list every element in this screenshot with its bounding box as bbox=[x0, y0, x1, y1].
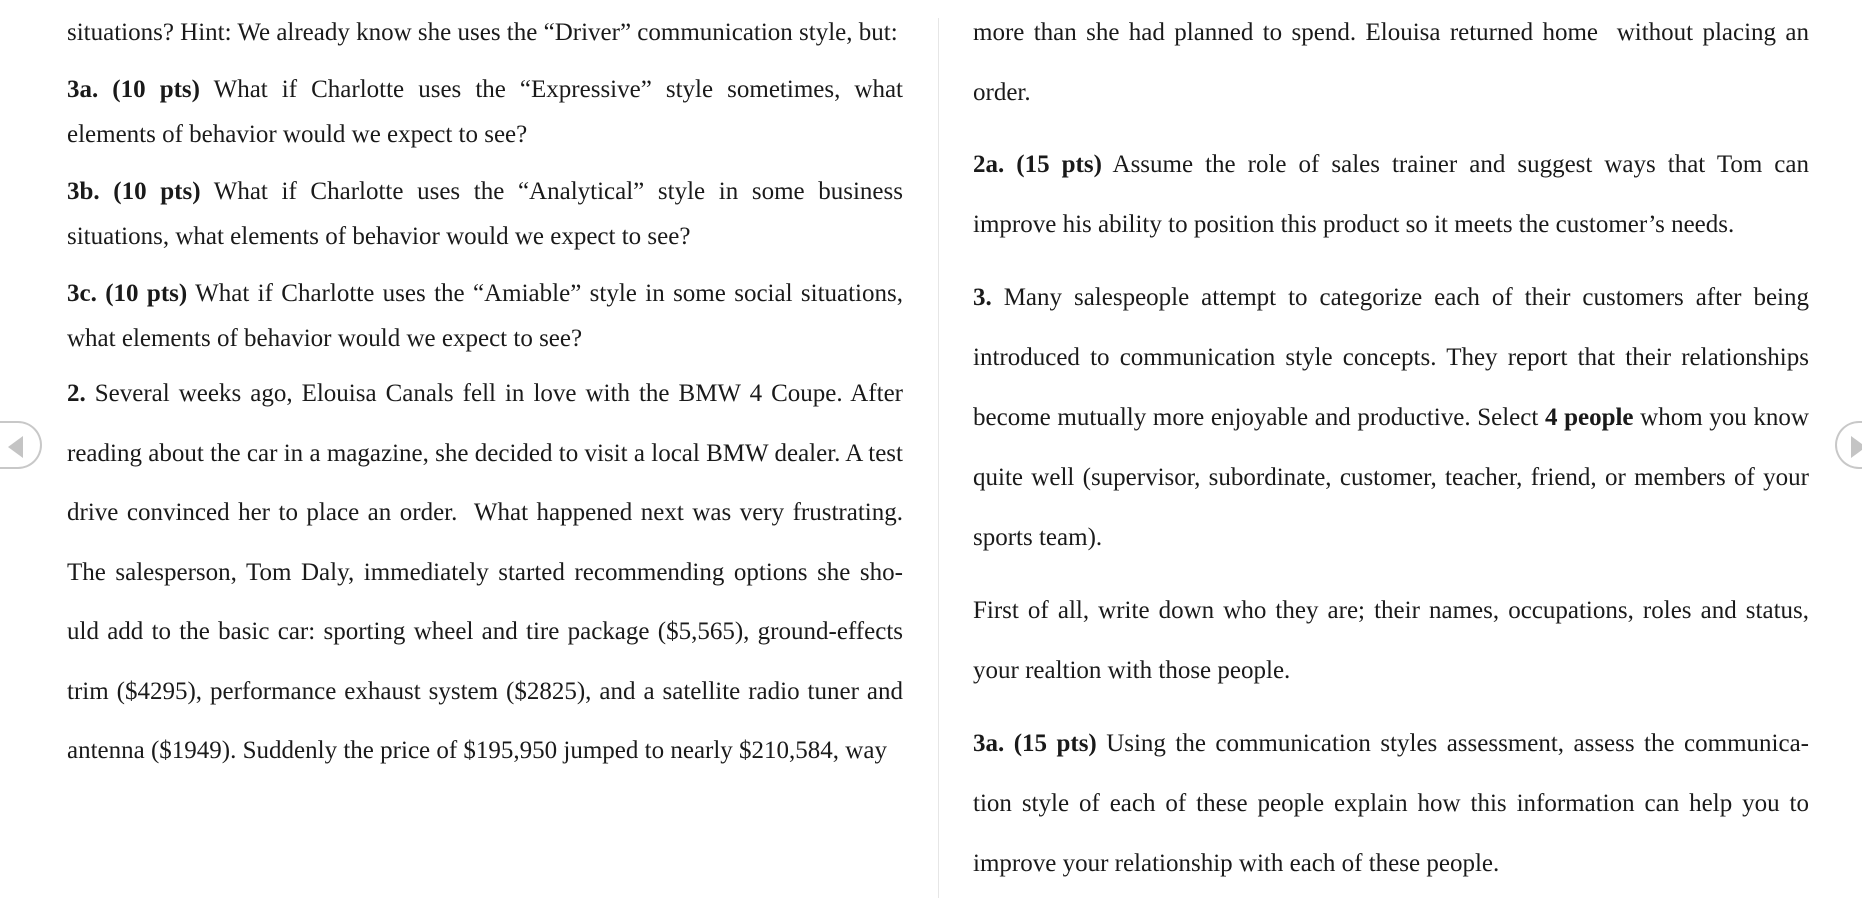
previous-page-button[interactable] bbox=[0, 421, 42, 469]
question-3-emphasis: 4 people bbox=[1544, 404, 1634, 431]
question-3-label: 3. bbox=[973, 284, 992, 311]
question-3c-label: 3c. (10 pts) bbox=[67, 280, 188, 307]
chevron-right-icon bbox=[1851, 436, 1862, 458]
question-2a-label: 2a. (15 pts) bbox=[973, 151, 1102, 178]
question-2a bbox=[973, 135, 1809, 255]
question-3c-text: What if Charlotte uses the “Amiable” style in some social situations, what elements of behavior would we expect to see? bbox=[67, 280, 903, 352]
question-2-label: 2. bbox=[67, 380, 86, 407]
next-page-button[interactable] bbox=[1835, 421, 1862, 469]
first-of-all-text: First of all, write down who they are; their names, occupations, roles and status, your realtion with those people. bbox=[973, 597, 1809, 684]
question-3 bbox=[973, 268, 1809, 568]
continuation-text: more than she had planned to spend. Elouisa returned home without placing an order. bbox=[973, 19, 1809, 106]
first-of-all-paragraph bbox=[973, 581, 1809, 701]
right-page-column bbox=[973, 0, 1809, 894]
question-3a-label: 3a. (10 pts) bbox=[67, 76, 200, 103]
question-2-text: Several weeks ago, Elouisa Canals fell in love with the BMW 4 Coupe. After reading about the car in a magazine, she decided to visit a local BMW dealer. A test drive convinced her to place an order. What happened next was very frustrating. The salesperson, Tom Daly, immediately started recommending options she sho-uld add to the basic car: sporting wheel and tire package ($5,565), ground-effects trim ($4295), performance exhaust system ($2825), and a satellite radio tuner and antenna ($1949). Suddenly the price of $195,950 jumped to nearly $210,584, way bbox=[67, 380, 903, 764]
question-3b-label: 3b. (10 pts) bbox=[67, 178, 201, 205]
question-3-text-before: Many salespeople attempt to categorize each of their customers after being introduced to communication style concepts. They report that their relationships become mutually more enjoyable and productive. Select bbox=[973, 284, 1809, 431]
intro-paragraph bbox=[67, 10, 903, 55]
chevron-left-icon bbox=[8, 436, 23, 458]
case-study-continuation bbox=[973, 3, 1809, 122]
question-2a-text: Assume the role of sales trainer and suggest ways that Tom can improve his ability to position this product so it meets the customer’s needs. bbox=[973, 151, 1809, 238]
left-page-column bbox=[67, 0, 903, 781]
question-3a-assessment-text: Using the communication styles assessment, assess the communica-tion style of each of these people explain how this information can help you to improve your relationship with each of these people. bbox=[973, 730, 1809, 877]
question-3a-text: What if Charlotte uses the “Expressive” style sometimes, what elements of behavior would we expect to see? bbox=[67, 76, 903, 148]
question-3a bbox=[67, 67, 903, 157]
intro-text: situations? Hint: We already know she uses the “Driver” communication style, but: bbox=[67, 19, 898, 46]
column-divider bbox=[938, 18, 939, 898]
question-3-text-after: whom you know quite well (supervisor, subordinate, customer, teacher, friend, or members of your sports team). bbox=[973, 404, 1809, 551]
question-3b bbox=[67, 169, 903, 259]
question-3b-text: What if Charlotte uses the “Analytical” style in some business situations, what elements of behavior would we expect to see? bbox=[67, 178, 903, 250]
question-3c bbox=[67, 271, 903, 361]
question-3a-assessment bbox=[973, 714, 1809, 894]
question-2-case-study bbox=[67, 364, 903, 781]
question-3a-assessment-label: 3a. (15 pts) bbox=[973, 730, 1097, 757]
